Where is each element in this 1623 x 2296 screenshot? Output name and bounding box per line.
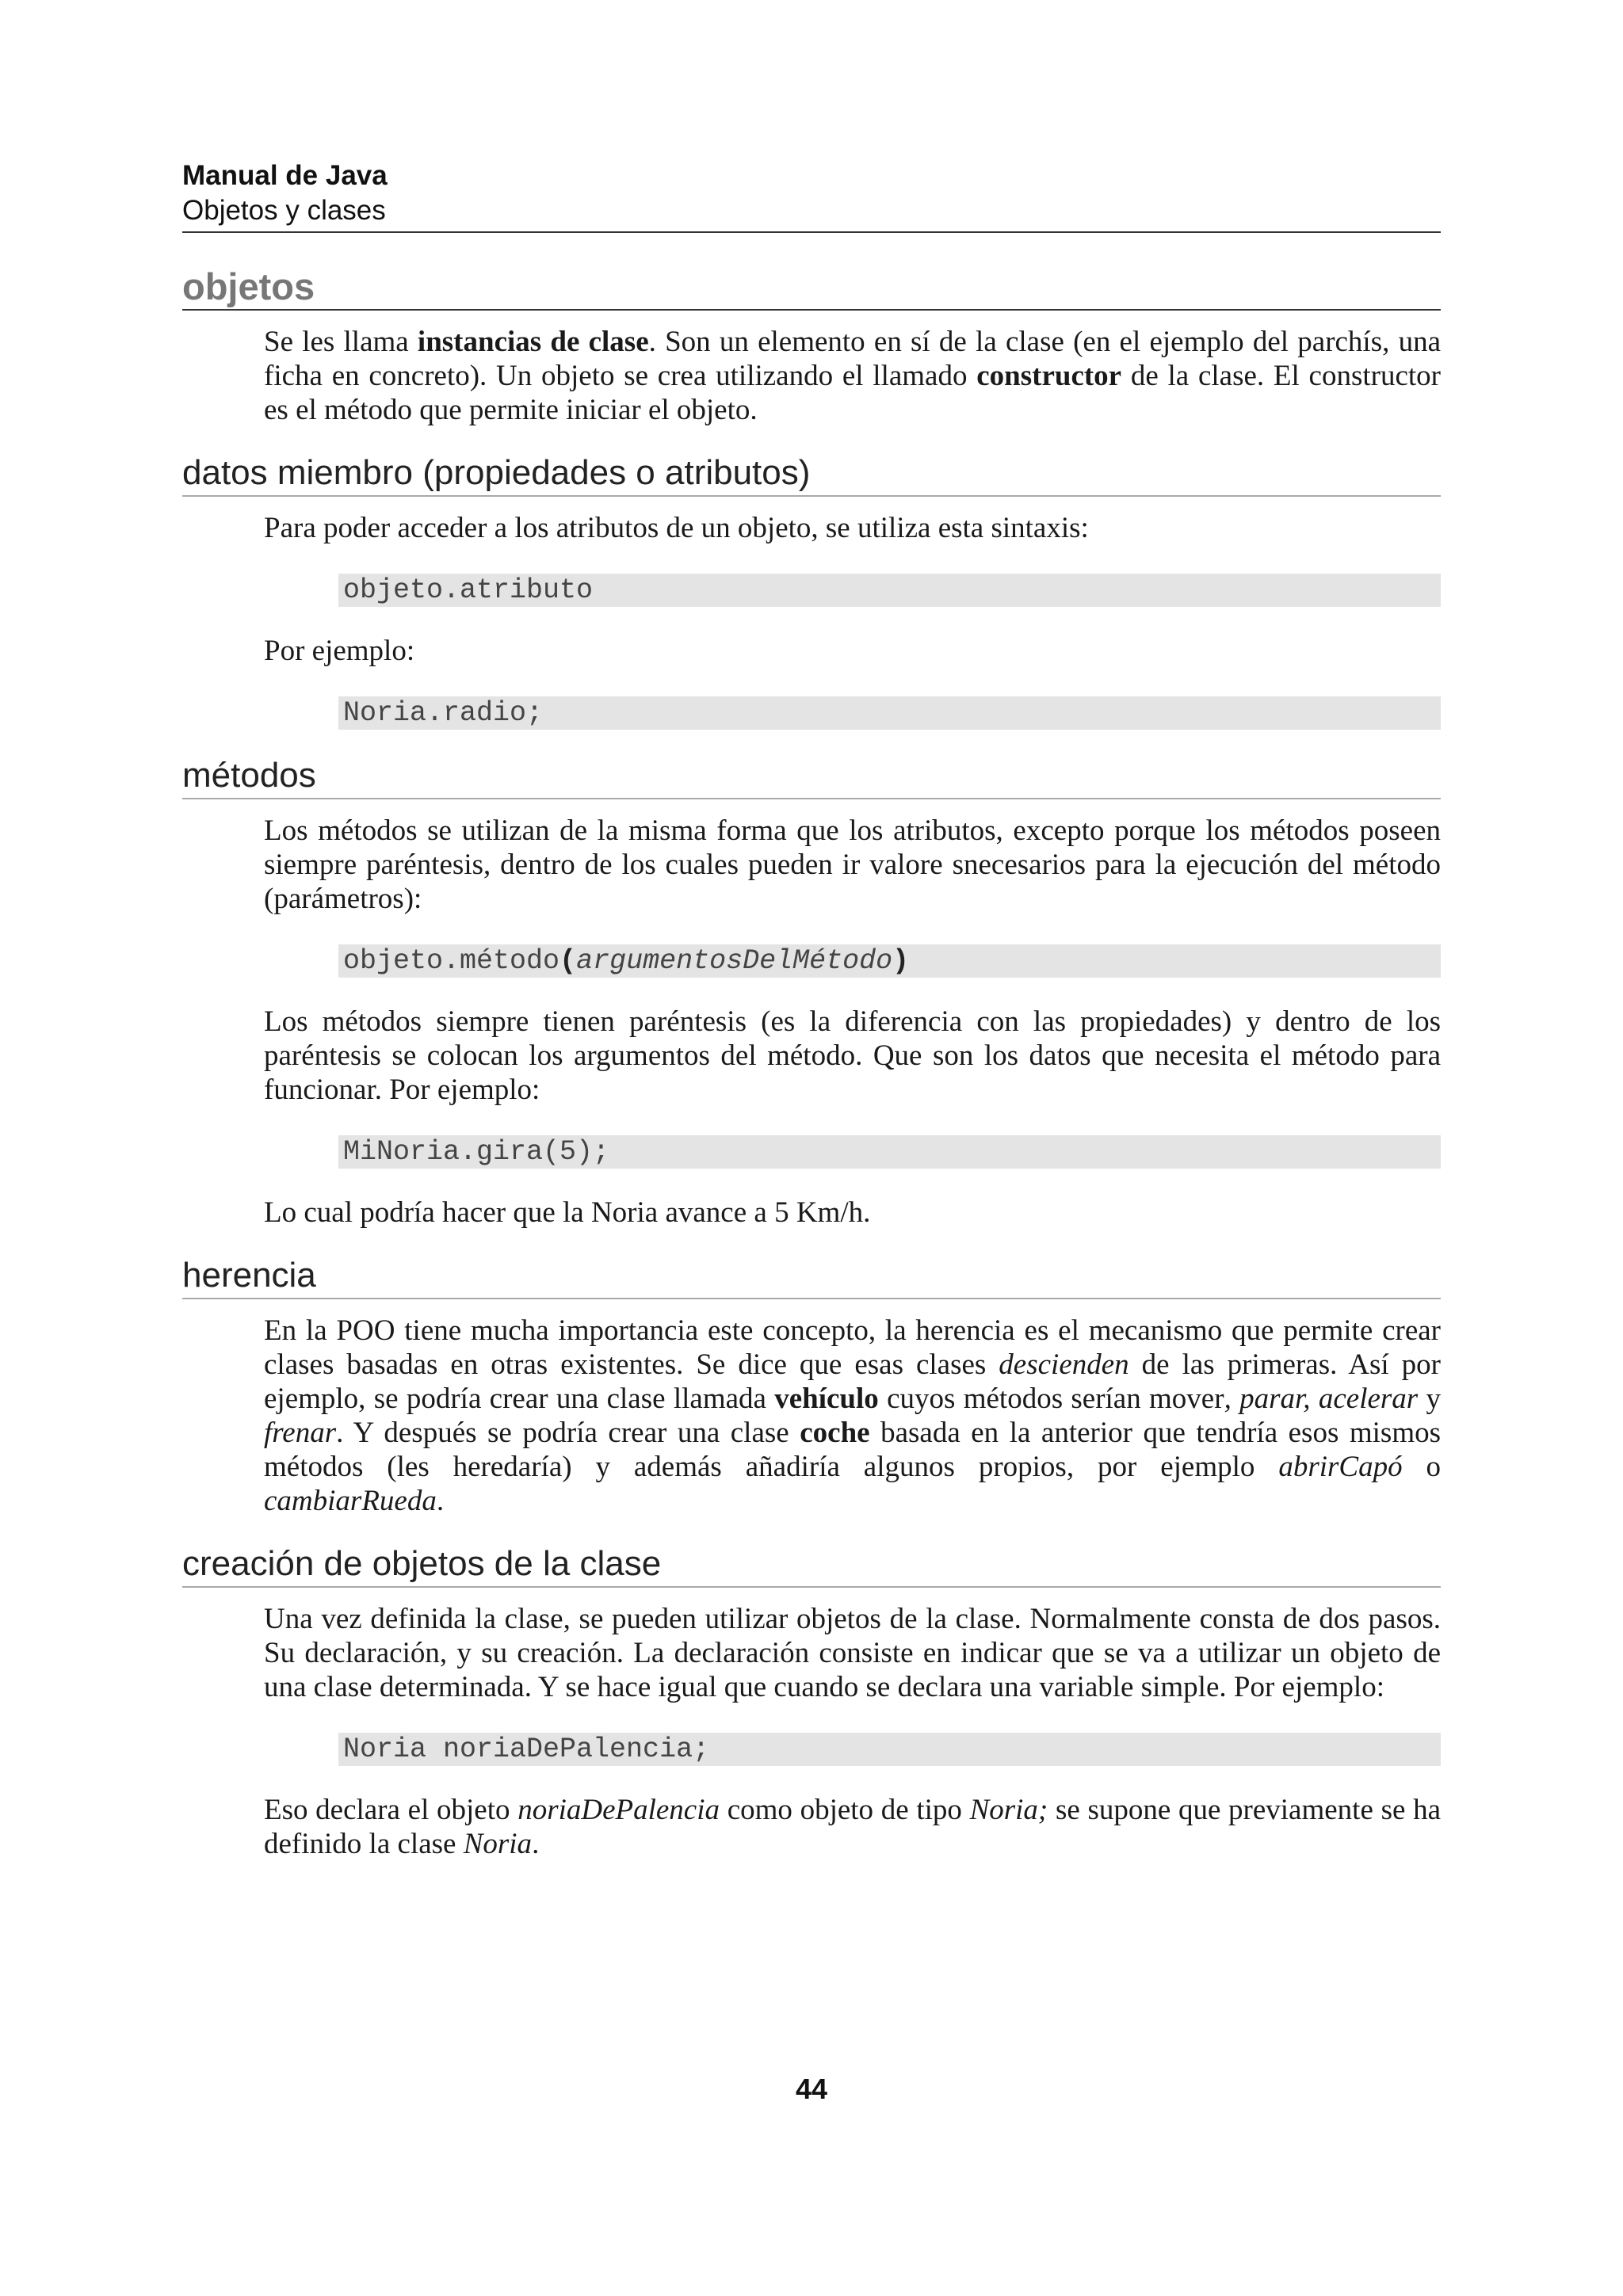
- text-run: .: [436, 1485, 445, 1517]
- paragraph: [264, 1793, 1441, 1861]
- text-run: de la clase. El constructor es el método que permite iniciar el objeto.: [264, 360, 1441, 426]
- page-number: 44: [795, 2073, 828, 2105]
- subsection-heading-creacion: creación de objetos de la clase: [182, 1542, 1441, 1588]
- text-run: de las primeras. Así por ejemplo, se podría crear una clase llamada: [264, 1348, 1441, 1415]
- chapter-title: Objetos y clases: [182, 195, 386, 226]
- section-body-metodos: [264, 814, 1441, 1230]
- section-body-creacion: [264, 1602, 1441, 1861]
- text-run: Se les llama: [264, 326, 418, 358]
- italic-term: cambiarRueda: [264, 1485, 437, 1517]
- code-paren: (: [559, 945, 577, 977]
- code-block: Noria.radio;: [338, 696, 1441, 730]
- subsection-heading-metodos: métodos: [182, 753, 1441, 799]
- section-heading-objetos: objetos: [182, 265, 1441, 311]
- italic-term: frenar: [264, 1417, 337, 1449]
- subsection-heading-herencia: herencia: [182, 1253, 1441, 1299]
- italic-term: Noria;: [969, 1794, 1048, 1826]
- text-run: . Son un elemento en sí de la clase (en el ejemplo del parchís, una ficha en concreto). Un objeto se crea utilizando el llamado: [264, 326, 1441, 392]
- paragraph: [264, 1314, 1441, 1518]
- text-run: basada en la anterior que tendría esos mismos métodos (les heredaría) y además añadiría algunos propios, por ejemplo: [264, 1417, 1441, 1483]
- section-body-objetos: [264, 325, 1441, 427]
- code-text: objeto.método: [343, 945, 560, 977]
- running-header: [182, 158, 1441, 233]
- bold-term: vehículo: [774, 1383, 879, 1415]
- text-run: En la POO tiene mucha importancia este concepto, la herencia es el mecanismo que permite crear clases basadas en otras existentes. Se dice que esas clases: [264, 1314, 1441, 1381]
- text-run: se supone que previamente se ha definido la clase: [264, 1794, 1441, 1860]
- code-block: Noria noriaDePalencia;: [338, 1733, 1441, 1766]
- text-run: . Y después se podría crear una clase: [336, 1417, 800, 1449]
- bold-term: coche: [800, 1417, 870, 1449]
- italic-term: , parar, acelerar: [1224, 1383, 1419, 1415]
- bold-term: constructor: [976, 360, 1122, 392]
- section-body-herencia: [264, 1314, 1441, 1518]
- section-body-datos-miembro: [264, 511, 1441, 730]
- paragraph: Una vez definida la clase, se pueden utilizar objetos de la clase. Normalmente consta de dos pasos. Su declaración, y su creación. La declaración consiste en indicar que se va a utilizar un objeto de una clase determinada. Y se hace igual que cuando se declara una variable simple. Por ejemplo:: [264, 1603, 1441, 1703]
- paragraph: Los métodos siempre tienen paréntesis (es la diferencia con las propiedades) y dentro de los paréntesis se colocan los argumentos del método. Que son los datos que necesita el método para funcionar. Por ejemplo:: [264, 1005, 1441, 1106]
- italic-term: descienden: [999, 1348, 1129, 1381]
- paragraph: Por ejemplo:: [264, 635, 415, 667]
- text-run: o: [1402, 1451, 1442, 1483]
- text-run: .: [532, 1828, 540, 1860]
- page-content: [182, 158, 1441, 1861]
- code-argument: argumentosDelMétodo: [576, 945, 893, 977]
- code-block: [338, 944, 1441, 978]
- italic-term: Noria: [463, 1828, 533, 1860]
- subsection-heading-datos-miembro: datos miembro (propiedades o atributos): [182, 451, 1441, 497]
- paragraph: Los métodos se utilizan de la misma forma que los atributos, excepto porque los métodos poseen siempre paréntesis, dentro de los cuales pueden ir valore snecesarios para la ejecución del método (parámetros):: [264, 814, 1441, 915]
- bold-term: instancias de clase: [417, 326, 649, 358]
- paragraph: Lo cual podría hacer que la Noria avance a 5 Km/h.: [264, 1196, 871, 1229]
- paragraph: Para poder acceder a los atributos de un objeto, se utiliza esta sintaxis:: [264, 512, 1089, 544]
- code-paren: ): [892, 945, 910, 977]
- book-title: Manual de Java: [182, 160, 388, 191]
- italic-term: noriaDePalencia: [517, 1794, 720, 1826]
- text-run: como objeto de tipo: [720, 1794, 970, 1826]
- text-run: cuyos métodos serían mover: [878, 1383, 1224, 1415]
- paragraph: [264, 325, 1441, 427]
- code-block: MiNoria.gira(5);: [338, 1135, 1441, 1169]
- italic-term: abrirCapó: [1278, 1451, 1403, 1483]
- text-run: Eso declara el objeto: [264, 1794, 518, 1826]
- code-block: objeto.atributo: [338, 574, 1441, 607]
- text-run: y: [1418, 1383, 1441, 1415]
